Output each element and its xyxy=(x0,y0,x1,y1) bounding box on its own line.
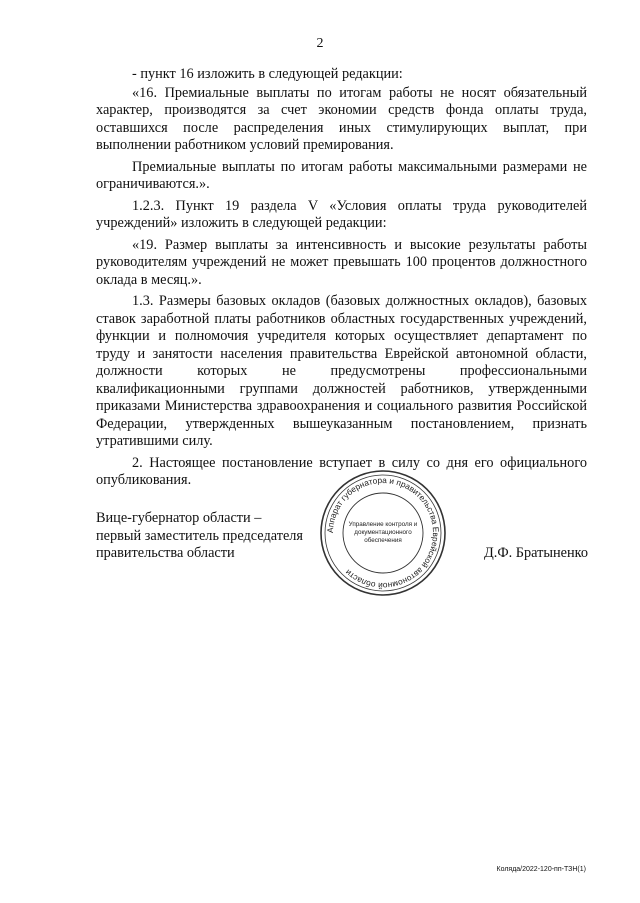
stamp-graphic xyxy=(318,468,448,598)
stamp-inner-line: документационного xyxy=(354,529,412,536)
paragraph: - пункт 16 изложить в следующей редакции: xyxy=(132,66,403,82)
stamp-inner-line: обеспечения xyxy=(364,537,402,544)
paragraph: 2. Настоящее постановление вступает в силу со дня его официального опубликования. xyxy=(96,454,587,488)
paragraph: «16. Премиальные выплаты по итогам работы не носят обязательный характер, производятся за счет экономии средств фонда оплаты труда, оставшихся после распределения иных стимулирующих выплат, при выполнении работником условий премирования. xyxy=(96,84,587,153)
stamp-outer-text: Аппарат губернатора и правительства Еврейской автономной области xyxy=(324,474,442,592)
document-body xyxy=(96,66,587,494)
paragraph: 1.2.3. Пункт 19 раздела V «Условия оплаты труда руководителей учреждений» изложить в следующей редакции: xyxy=(96,197,587,231)
paragraph: Премиальные выплаты по итогам работы максимальными размерами не ограничиваются.». xyxy=(96,158,587,192)
page-number: 2 xyxy=(316,36,324,51)
signature-title-line: первый заместитель председателя xyxy=(96,527,303,544)
paragraph: «19. Размер выплаты за интенсивность и высокие результаты работы руководителям учреждений не может превышать 100 процентов должностного оклада в месяц.». xyxy=(96,236,587,288)
signatory-name: Д.Ф. Братыненко xyxy=(484,545,588,561)
official-stamp xyxy=(318,468,448,598)
signature-title-line: правительства области xyxy=(96,545,235,561)
paragraph: 1.3. Размеры базовых окладов (базовых должностных окладов), базовых ставок заработной платы работников областных государственных учреждений, функции и полномочия учредителя которых осуществляет департамент по труду и занятости населения правительства Еврейской автономной области, должности которых не предусмотрены профессиональными квалификационными группами должностей работников, утвержденными приказами Министерства здравоохранения и социального развития Российской Федерации, утвержденных вышеуказанным постановлением, признать утратившими силу. xyxy=(96,293,587,449)
signature-title-line: Вице-губернатор области – xyxy=(96,510,262,526)
document-code: Коляда/2022-120-пп-ТЗН(1) xyxy=(496,866,586,873)
stamp-inner-line: Управление контроля и xyxy=(348,521,418,528)
